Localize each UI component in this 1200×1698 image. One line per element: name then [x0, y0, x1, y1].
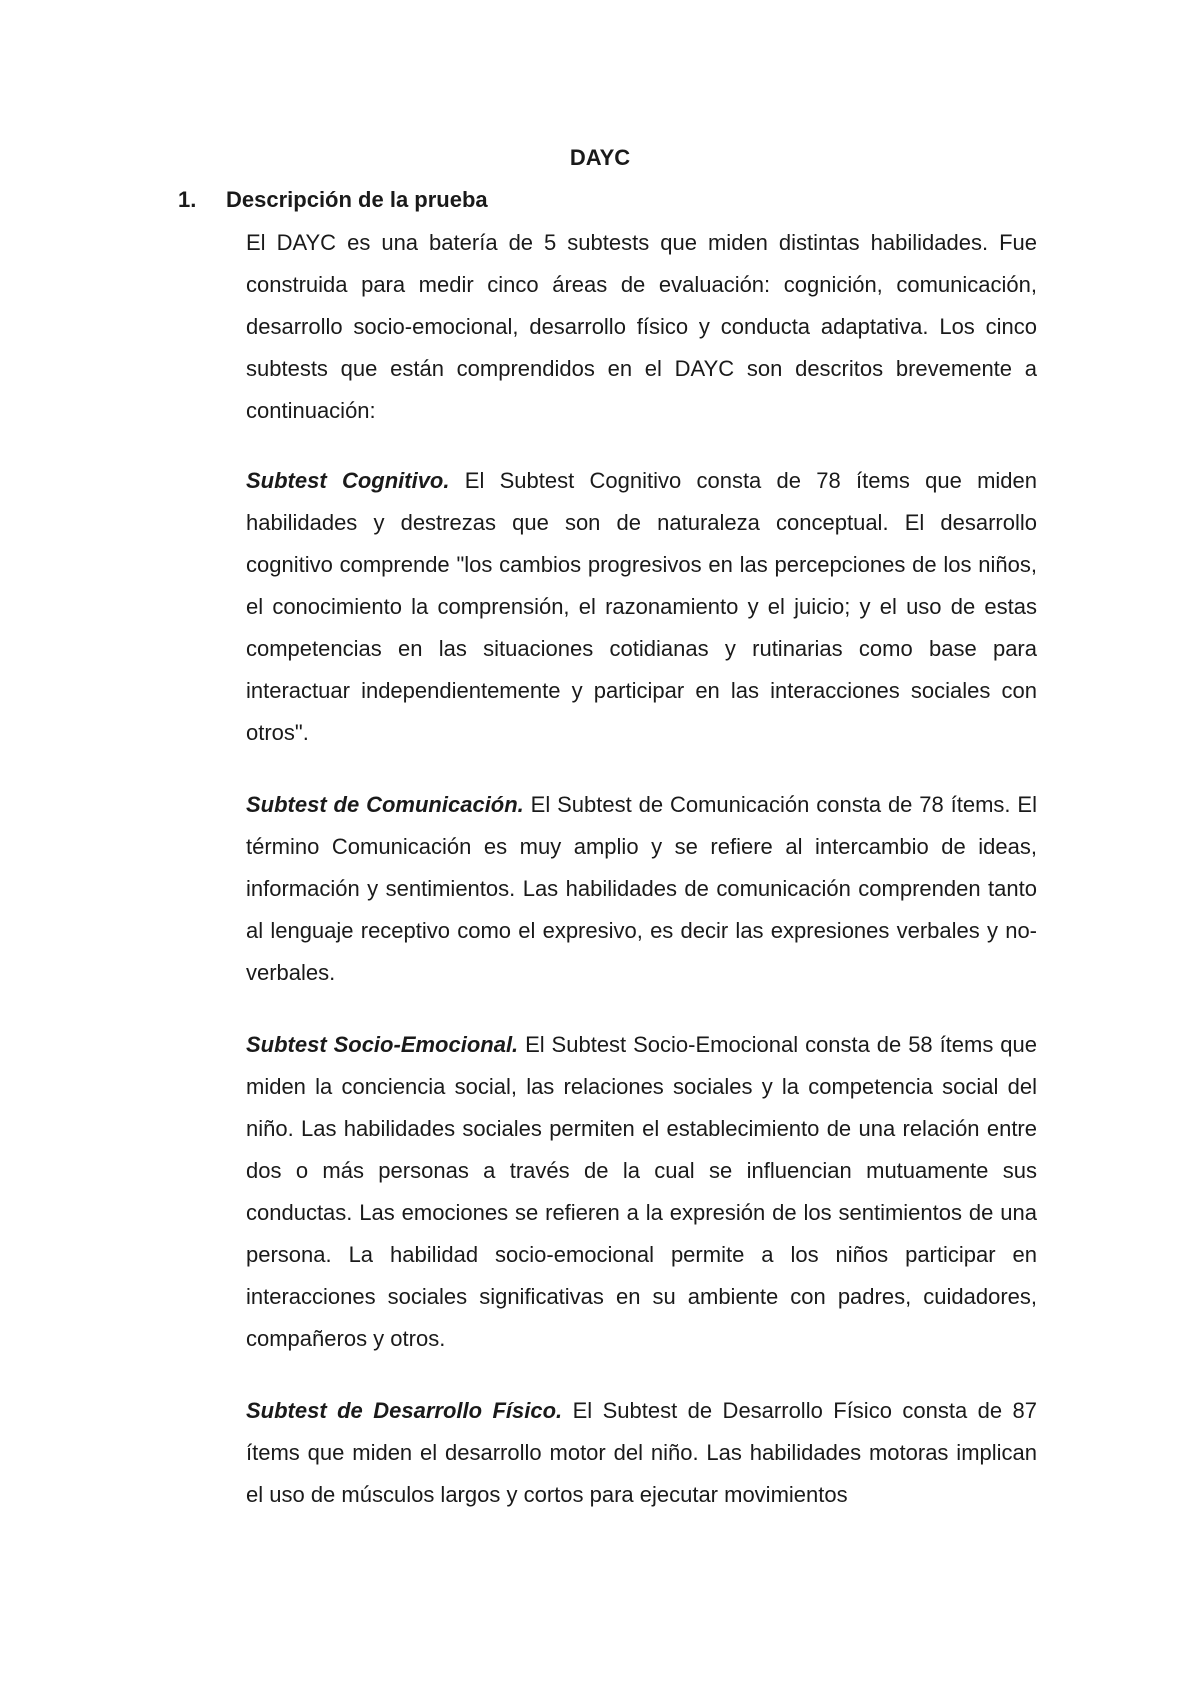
- subtest-desarrollo-fisico-text: El Subtest de Desarrollo Físico consta de 87 ítems que miden el desarrollo motor del niño. Las habilidades motoras implican el uso de músculos largos y cortos para ejecutar movimientos: [246, 1398, 1037, 1507]
- subtest-cognitivo-paragraph: [246, 460, 1037, 754]
- subtest-cognitivo-text: El Subtest Cognitivo consta de 78 ítems que miden habilidades y destrezas que son de naturaleza conceptual. El desarrollo cognitivo comprende "los cambios progresivos en las percepciones de los niños, el conocimiento la comprensión, el razonamiento y el juicio; y el uso de estas competencias en las situaciones cotidianas y rutinarias como base para interactuar independientemente y participar en las interacciones sociales con otros".: [246, 468, 1037, 745]
- subtest-desarrollo-fisico-title: Subtest de Desarrollo Físico.: [246, 1398, 563, 1423]
- subtest-cognitivo-title: Subtest Cognitivo.: [246, 468, 450, 493]
- section-number: 1.: [178, 187, 197, 212]
- subtest-socioemocional-paragraph: [246, 1024, 1037, 1360]
- subtest-socioemocional-text: El Subtest Socio-Emocional consta de 58 ítems que miden la conciencia social, las relaciones sociales y la competencia social del niño. Las habilidades sociales permiten el establecimiento de una relación entre dos o más personas a través de la cual se influencian mutuamente sus conductas. Las emociones se refieren a la expresión de los sentimientos de una persona. La habilidad socio-emocional permite a los niños participar en interacciones sociales significativas en su ambiente con padres, cuidadores, compañeros y otros.: [246, 1032, 1037, 1351]
- subtest-socioemocional-title: Subtest Socio-Emocional.: [246, 1032, 519, 1057]
- section-heading-text: Descripción de la prueba: [226, 187, 488, 212]
- intro-paragraph: El DAYC es una batería de 5 subtests que miden distintas habilidades. Fue construida para medir cinco áreas de evaluación: cognición, comunicación, desarrollo socio-emocional, desarrollo físico y conducta adaptativa. Los cinco subtests que están comprendidos en el DAYC son descritos brevemente a continuación:: [246, 230, 1037, 423]
- subtest-desarrollo-fisico-paragraph: [246, 1390, 1037, 1516]
- subtest-comunicacion-paragraph: [246, 784, 1037, 994]
- document-title: DAYC: [569, 145, 631, 170]
- subtest-comunicacion-text: El Subtest de Comunicación consta de 78 ítems. El término Comunicación es muy amplio y se refiere al intercambio de ideas, información y sentimientos. Las habilidades de comunicación comprenden tanto al lenguaje receptivo como el expresivo, es decir las expresiones verbales y no-verbales.: [246, 792, 1037, 985]
- section-heading: [178, 185, 488, 215]
- subtest-comunicacion-title: Subtest de Comunicación.: [246, 792, 524, 817]
